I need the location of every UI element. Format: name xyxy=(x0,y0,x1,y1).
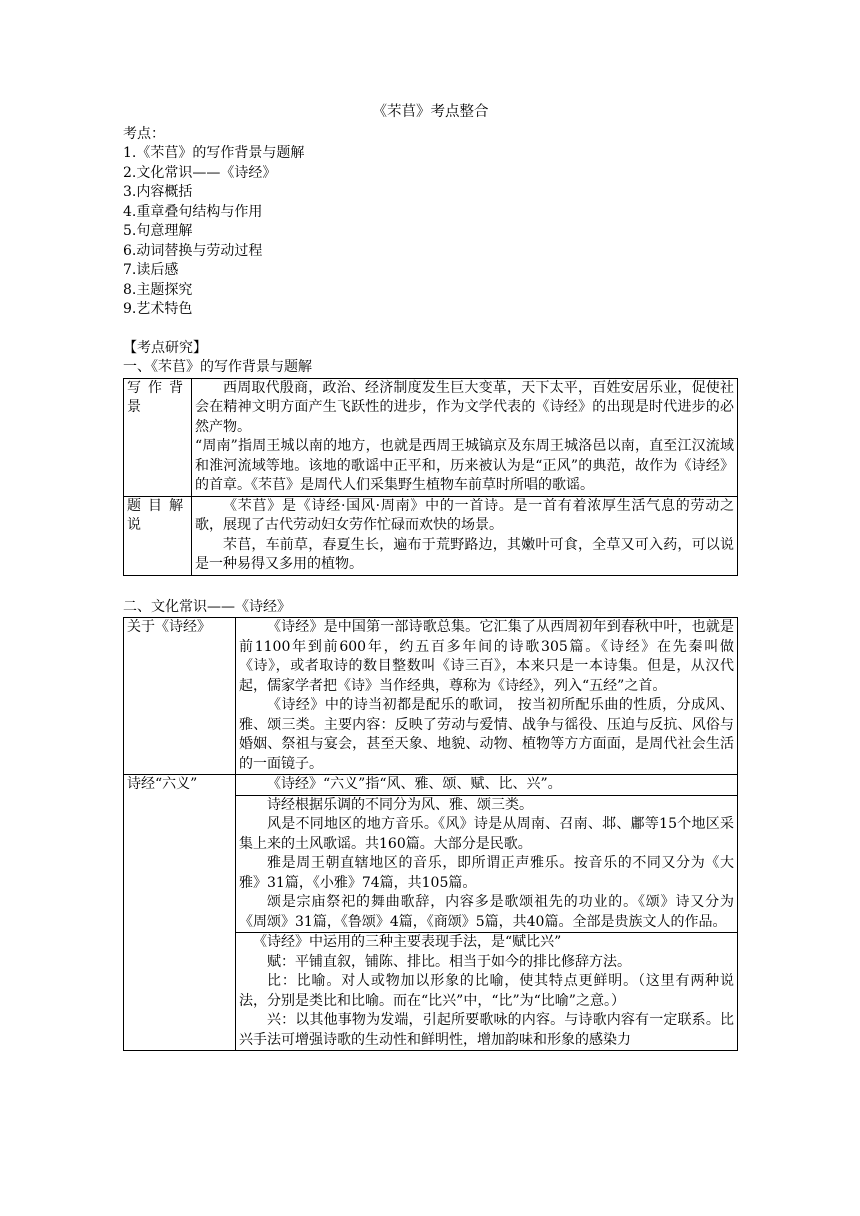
row-label: 关于《诗经》 xyxy=(124,618,236,775)
paragraph: 兴：以其他事物为发端，引起所要歌咏的内容。与诗歌内容有一定联系。比兴手法可增强诗歌的生动性和鲜明性，增加韵味和形象的感染力 xyxy=(239,1012,734,1048)
row-label: 诗经“六义” xyxy=(124,775,236,1051)
shijing-table xyxy=(123,617,738,1051)
row-content xyxy=(236,618,738,775)
kaodian-list xyxy=(123,144,738,320)
row-label: 题目解说 xyxy=(124,496,192,575)
row-label: 写作背景 xyxy=(124,378,192,496)
paragraph: 赋：平铺直叙，铺陈、排比。相当于如今的排比修辞方法。 xyxy=(267,953,631,970)
paragraph: 雅是周王朝直辖地区的音乐，即所谓正声雅乐。按音乐的不同又分为《大雅》31篇，《小雅》74篇，共105篇。 xyxy=(239,855,734,891)
background-table xyxy=(123,378,738,576)
section1-heading: 一、《芣苢》的写作背景与题解 xyxy=(123,359,312,375)
paragraph: 风是不同地区的地方音乐。《风》诗是从周南、召南、邶、鄘等15个地区采集上来的土风歌谣。共160篇。大部分是民歌。 xyxy=(239,816,734,852)
kaodian-item: 9.艺术特色 xyxy=(123,301,193,317)
paragraph: 比：比喻。对人或物加以形象的比喻，使其特点更鲜明。（这里有两种说法，分别是类比和比喻。而在“比兴”中，“比”为“比喻”之意。） xyxy=(239,973,734,1009)
paragraph: 西周取代殷商，政治、经济制度发生巨大变革，天下太平，百姓安居乐业，促使社会在精神文明方面产生飞跃性的进步，作为文学代表的《诗经》的出现是时代进步的必然产物。 xyxy=(195,379,734,435)
row-content xyxy=(192,378,738,496)
document-title: 《芣苢》考点整合 xyxy=(372,104,489,120)
table-row xyxy=(124,618,738,775)
kaodian-item: 5.句意理解 xyxy=(123,223,193,239)
paragraph: 《诗经》中运用的三种主要表现手法，是“赋比兴” xyxy=(253,934,562,950)
table-row xyxy=(124,775,738,796)
paragraph: 《诗经》中的诗当初都是配乐的歌词， 按当初所配乐曲的性质，分成风、雅、颂三类。主要内容：反映了劳动与爱情、战争与徭役、压迫与反抗、风俗与婚姻、祭祖与宴会，甚至天象、地貌、动物、植物等方方面面，是周代社会生活的一面镜子。 xyxy=(239,697,734,772)
row-content xyxy=(236,795,738,933)
paragraph: 《诗经》是中国第一部诗歌总集。它汇集了从西周初年到春秋中叶，也就是前1100年到前600年，约五百多年间的诗歌305篇。《诗经》在先秦叫做《诗》，或者取诗的数目整数叫《诗三百》，本来只是一本诗集。但是，从汉代起，儒家学者把《诗》当作经典，尊称为《诗经》，列入“五经”之首。 xyxy=(239,619,734,694)
kaodian-yanjiu-heading: 【考点研究】 xyxy=(123,339,207,356)
paragraph: “周南”指周王城以南的地方，也就是西周王城镐京及东周王城洛邑以南，直至江汉流域和淮河流域等地。该地的歌谣中正平和，历来被认为是“正风”的典范，故作为《诗经》的首章。《芣苢》是周代人们采集野生植物车前草时所唱的歌谣。 xyxy=(195,438,734,493)
kaodian-item: 3.内容概括 xyxy=(123,184,193,200)
paragraph: 诗经根据乐调的不同分为风、雅、颂三类。 xyxy=(267,796,533,813)
kaodian-item: 1.《芣苢》的写作背景与题解 xyxy=(123,145,305,161)
kaodian-item: 8.主题探究 xyxy=(123,281,193,298)
kaodian-item: 6.动词替换与劳动过程 xyxy=(123,242,263,259)
kaodian-item: 4.重章叠句结构与作用 xyxy=(123,203,263,220)
kaodian-item: 2.文化常识——《诗经》 xyxy=(123,164,277,181)
kaodian-item: 7.读后感 xyxy=(123,262,179,278)
row-content xyxy=(236,933,738,1051)
row-content xyxy=(236,775,738,796)
row-content xyxy=(192,496,738,575)
kaodian-label: 考点： xyxy=(123,125,165,142)
table-row xyxy=(124,496,738,575)
document-page xyxy=(123,103,738,1051)
paragraph: 芣苢，车前草，春夏生长，遍布于荒野路边，其嫩叶可食，全草又可入药，可以说是一种易得又多用的植物。 xyxy=(195,536,734,572)
paragraph: 《芣苢》是《诗经·国风·周南》中的一首诗。是一首有着浓厚生活气息的劳动之歌，展现了古代劳动妇女劳作忙碌而欢快的场景。 xyxy=(195,497,734,533)
paragraph: 颂是宗庙祭祀的舞曲歌辞，内容多是歌颂祖先的功业的。《颂》诗又分为《周颂》31篇，《鲁颂》4篇，《商颂》5篇，共40篇。全部是贵族文人的作品。 xyxy=(239,894,734,930)
table-row xyxy=(124,378,738,496)
section2-heading: 二、文化常识——《诗经》 xyxy=(123,598,291,615)
paragraph: 《诗经》“六义”指“风、雅、颂、赋、比、兴”。 xyxy=(267,776,562,792)
